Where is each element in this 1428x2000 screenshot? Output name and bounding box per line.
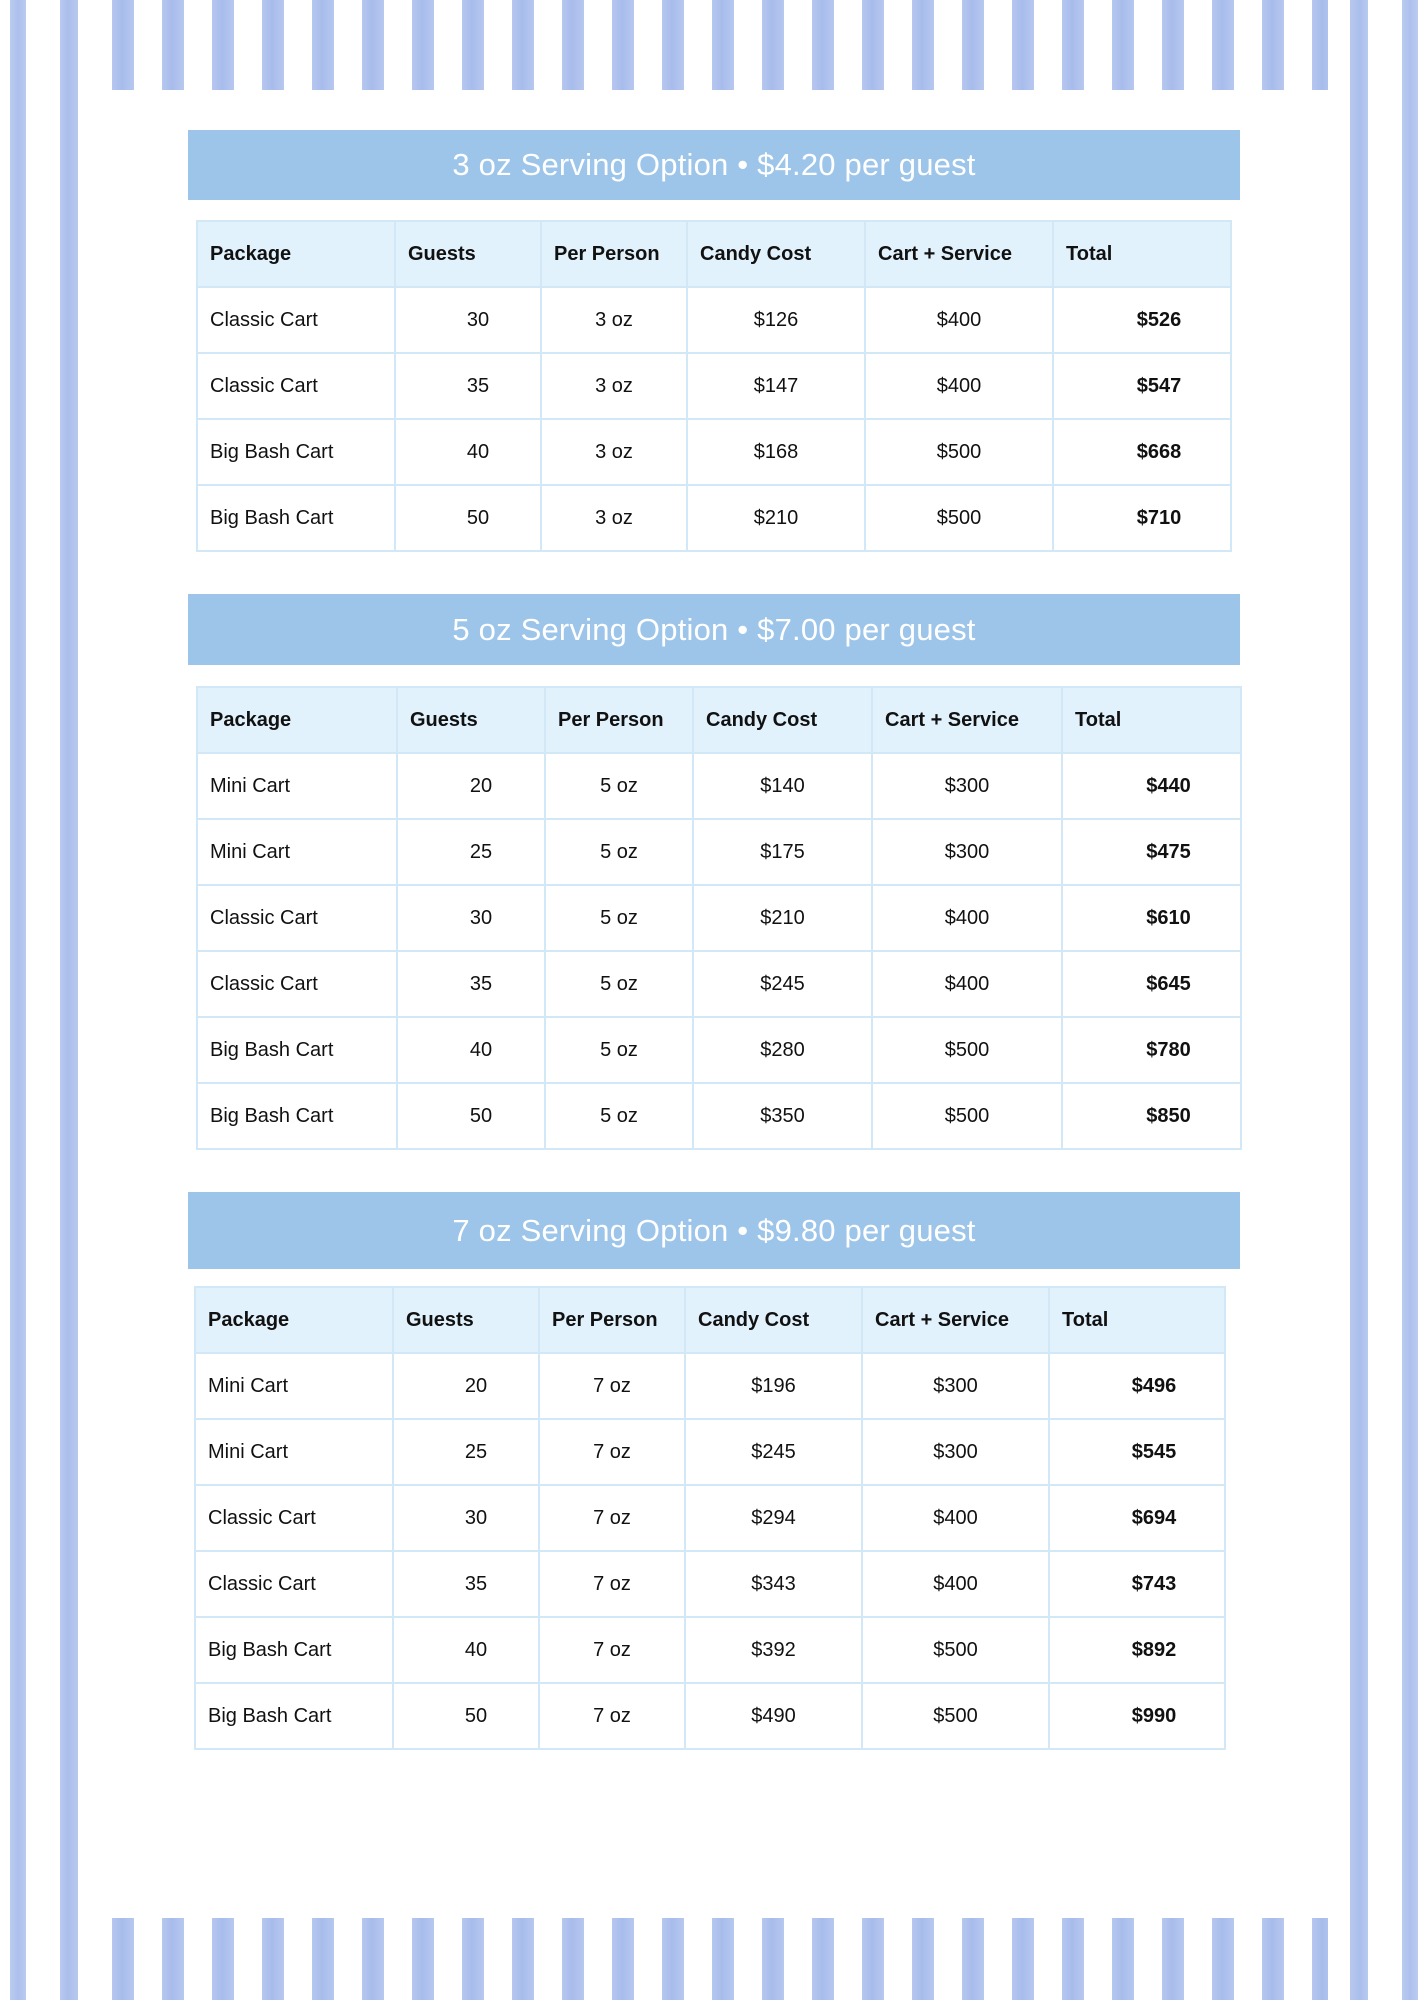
cell-total: $475 — [1062, 819, 1241, 885]
cell-per-person: 7 oz — [539, 1683, 685, 1749]
cell-package: Big Bash Cart — [195, 1617, 393, 1683]
cell-cart-service: $500 — [865, 485, 1053, 551]
table-row — [197, 753, 1241, 819]
table-row — [195, 1683, 1225, 1749]
cell-total: $526 — [1053, 287, 1231, 353]
pricing-table-3oz — [196, 220, 1232, 552]
cell-total: $780 — [1062, 1017, 1241, 1083]
column-header-cart-service: Cart + Service — [865, 221, 1053, 287]
cell-total: $668 — [1053, 419, 1231, 485]
table-row — [195, 1419, 1225, 1485]
cell-cart-service: $400 — [862, 1551, 1049, 1617]
cell-candy-cost: $245 — [685, 1419, 862, 1485]
cell-guests: 35 — [393, 1551, 539, 1617]
cell-candy-cost: $294 — [685, 1485, 862, 1551]
cell-cart-service: $500 — [862, 1683, 1049, 1749]
cell-guests: 40 — [395, 419, 541, 485]
cell-per-person: 7 oz — [539, 1353, 685, 1419]
right-stripe-border — [1328, 0, 1428, 2000]
bottom-stripe-border — [100, 1918, 1328, 2000]
cell-total: $892 — [1049, 1617, 1225, 1683]
cell-guests: 25 — [393, 1419, 539, 1485]
cell-guests: 30 — [395, 287, 541, 353]
cell-per-person: 5 oz — [545, 753, 693, 819]
column-header-cart-service: Cart + Service — [862, 1287, 1049, 1353]
cell-guests: 20 — [397, 753, 545, 819]
cell-per-person: 3 oz — [541, 353, 687, 419]
cell-guests: 35 — [395, 353, 541, 419]
cell-package: Big Bash Cart — [197, 419, 395, 485]
column-header-guests: Guests — [393, 1287, 539, 1353]
cell-total: $496 — [1049, 1353, 1225, 1419]
cell-cart-service: $500 — [872, 1017, 1062, 1083]
cell-package: Big Bash Cart — [197, 485, 395, 551]
table-row — [197, 419, 1231, 485]
column-header-package: Package — [197, 221, 395, 287]
cell-per-person: 7 oz — [539, 1551, 685, 1617]
cell-guests: 25 — [397, 819, 545, 885]
cell-total: $610 — [1062, 885, 1241, 951]
table-row — [195, 1353, 1225, 1419]
cell-total: $850 — [1062, 1083, 1241, 1149]
cell-candy-cost: $343 — [685, 1551, 862, 1617]
cell-per-person: 3 oz — [541, 287, 687, 353]
cell-total: $440 — [1062, 753, 1241, 819]
cell-candy-cost: $196 — [685, 1353, 862, 1419]
cell-guests: 50 — [393, 1683, 539, 1749]
cell-guests: 40 — [397, 1017, 545, 1083]
cell-guests: 35 — [397, 951, 545, 1017]
cell-per-person: 7 oz — [539, 1617, 685, 1683]
table-row — [197, 1083, 1241, 1149]
cell-per-person: 7 oz — [539, 1419, 685, 1485]
cell-package: Mini Cart — [197, 819, 397, 885]
cell-candy-cost: $350 — [693, 1083, 872, 1149]
section-title-7oz: 7 oz Serving Option • $9.80 per guest — [188, 1192, 1240, 1269]
cell-total: $547 — [1053, 353, 1231, 419]
cell-cart-service: $500 — [872, 1083, 1062, 1149]
cell-candy-cost: $168 — [687, 419, 865, 485]
column-header-guests: Guests — [395, 221, 541, 287]
table-row — [197, 353, 1231, 419]
cell-package: Mini Cart — [197, 753, 397, 819]
cell-per-person: 5 oz — [545, 819, 693, 885]
cell-total: $645 — [1062, 951, 1241, 1017]
table-row — [195, 1617, 1225, 1683]
table-row — [197, 819, 1241, 885]
pricing-table-5oz — [196, 686, 1242, 1150]
cell-cart-service: $300 — [862, 1419, 1049, 1485]
cell-candy-cost: $175 — [693, 819, 872, 885]
cell-candy-cost: $210 — [693, 885, 872, 951]
column-header-candy-cost: Candy Cost — [693, 687, 872, 753]
column-header-package: Package — [197, 687, 397, 753]
cell-per-person: 3 oz — [541, 419, 687, 485]
cell-guests: 30 — [393, 1485, 539, 1551]
cell-total: $694 — [1049, 1485, 1225, 1551]
cell-candy-cost: $392 — [685, 1617, 862, 1683]
column-header-per-person: Per Person — [539, 1287, 685, 1353]
cell-candy-cost: $210 — [687, 485, 865, 551]
section-title-3oz: 3 oz Serving Option • $4.20 per guest — [188, 130, 1240, 200]
cell-cart-service: $500 — [865, 419, 1053, 485]
table-row — [195, 1551, 1225, 1617]
column-header-total: Total — [1053, 221, 1231, 287]
column-header-package: Package — [195, 1287, 393, 1353]
cell-package: Classic Cart — [197, 885, 397, 951]
table-row — [197, 1017, 1241, 1083]
cell-candy-cost: $280 — [693, 1017, 872, 1083]
cell-package: Mini Cart — [195, 1419, 393, 1485]
column-header-guests: Guests — [397, 687, 545, 753]
cell-cart-service: $300 — [862, 1353, 1049, 1419]
cell-package: Big Bash Cart — [197, 1083, 397, 1149]
cell-guests: 20 — [393, 1353, 539, 1419]
cell-per-person: 7 oz — [539, 1485, 685, 1551]
cell-package: Big Bash Cart — [195, 1683, 393, 1749]
column-header-per-person: Per Person — [545, 687, 693, 753]
cell-per-person: 5 oz — [545, 1017, 693, 1083]
top-stripe-border — [100, 0, 1328, 90]
cell-package: Classic Cart — [197, 353, 395, 419]
table-header-row — [197, 221, 1231, 287]
cell-per-person: 5 oz — [545, 1083, 693, 1149]
cell-total: $743 — [1049, 1551, 1225, 1617]
table-row — [197, 287, 1231, 353]
cell-candy-cost: $126 — [687, 287, 865, 353]
cell-guests: 50 — [395, 485, 541, 551]
cell-package: Classic Cart — [197, 287, 395, 353]
table-header-row — [195, 1287, 1225, 1353]
cell-cart-service: $400 — [865, 353, 1053, 419]
cell-package: Classic Cart — [195, 1485, 393, 1551]
cell-total: $710 — [1053, 485, 1231, 551]
table-header-row — [197, 687, 1241, 753]
cell-per-person: 3 oz — [541, 485, 687, 551]
cell-cart-service: $400 — [862, 1485, 1049, 1551]
table-row — [197, 951, 1241, 1017]
cell-package: Mini Cart — [195, 1353, 393, 1419]
cell-per-person: 5 oz — [545, 885, 693, 951]
cell-package: Classic Cart — [195, 1551, 393, 1617]
column-header-total: Total — [1049, 1287, 1225, 1353]
column-header-candy-cost: Candy Cost — [685, 1287, 862, 1353]
cell-total: $545 — [1049, 1419, 1225, 1485]
cell-candy-cost: $140 — [693, 753, 872, 819]
column-header-total: Total — [1062, 687, 1241, 753]
column-header-cart-service: Cart + Service — [872, 687, 1062, 753]
cell-cart-service: $300 — [872, 753, 1062, 819]
cell-total: $990 — [1049, 1683, 1225, 1749]
cell-cart-service: $400 — [865, 287, 1053, 353]
section-title-5oz: 5 oz Serving Option • $7.00 per guest — [188, 594, 1240, 665]
column-header-per-person: Per Person — [541, 221, 687, 287]
cell-package: Classic Cart — [197, 951, 397, 1017]
cell-guests: 30 — [397, 885, 545, 951]
table-row — [195, 1485, 1225, 1551]
cell-candy-cost: $147 — [687, 353, 865, 419]
cell-guests: 50 — [397, 1083, 545, 1149]
table-row — [197, 485, 1231, 551]
cell-candy-cost: $245 — [693, 951, 872, 1017]
cell-candy-cost: $490 — [685, 1683, 862, 1749]
left-stripe-border — [0, 0, 100, 2000]
cell-cart-service: $300 — [872, 819, 1062, 885]
column-header-candy-cost: Candy Cost — [687, 221, 865, 287]
pricing-table-7oz — [194, 1286, 1226, 1750]
cell-package: Big Bash Cart — [197, 1017, 397, 1083]
cell-cart-service: $400 — [872, 951, 1062, 1017]
cell-cart-service: $500 — [862, 1617, 1049, 1683]
table-row — [197, 885, 1241, 951]
cell-per-person: 5 oz — [545, 951, 693, 1017]
cell-guests: 40 — [393, 1617, 539, 1683]
cell-cart-service: $400 — [872, 885, 1062, 951]
